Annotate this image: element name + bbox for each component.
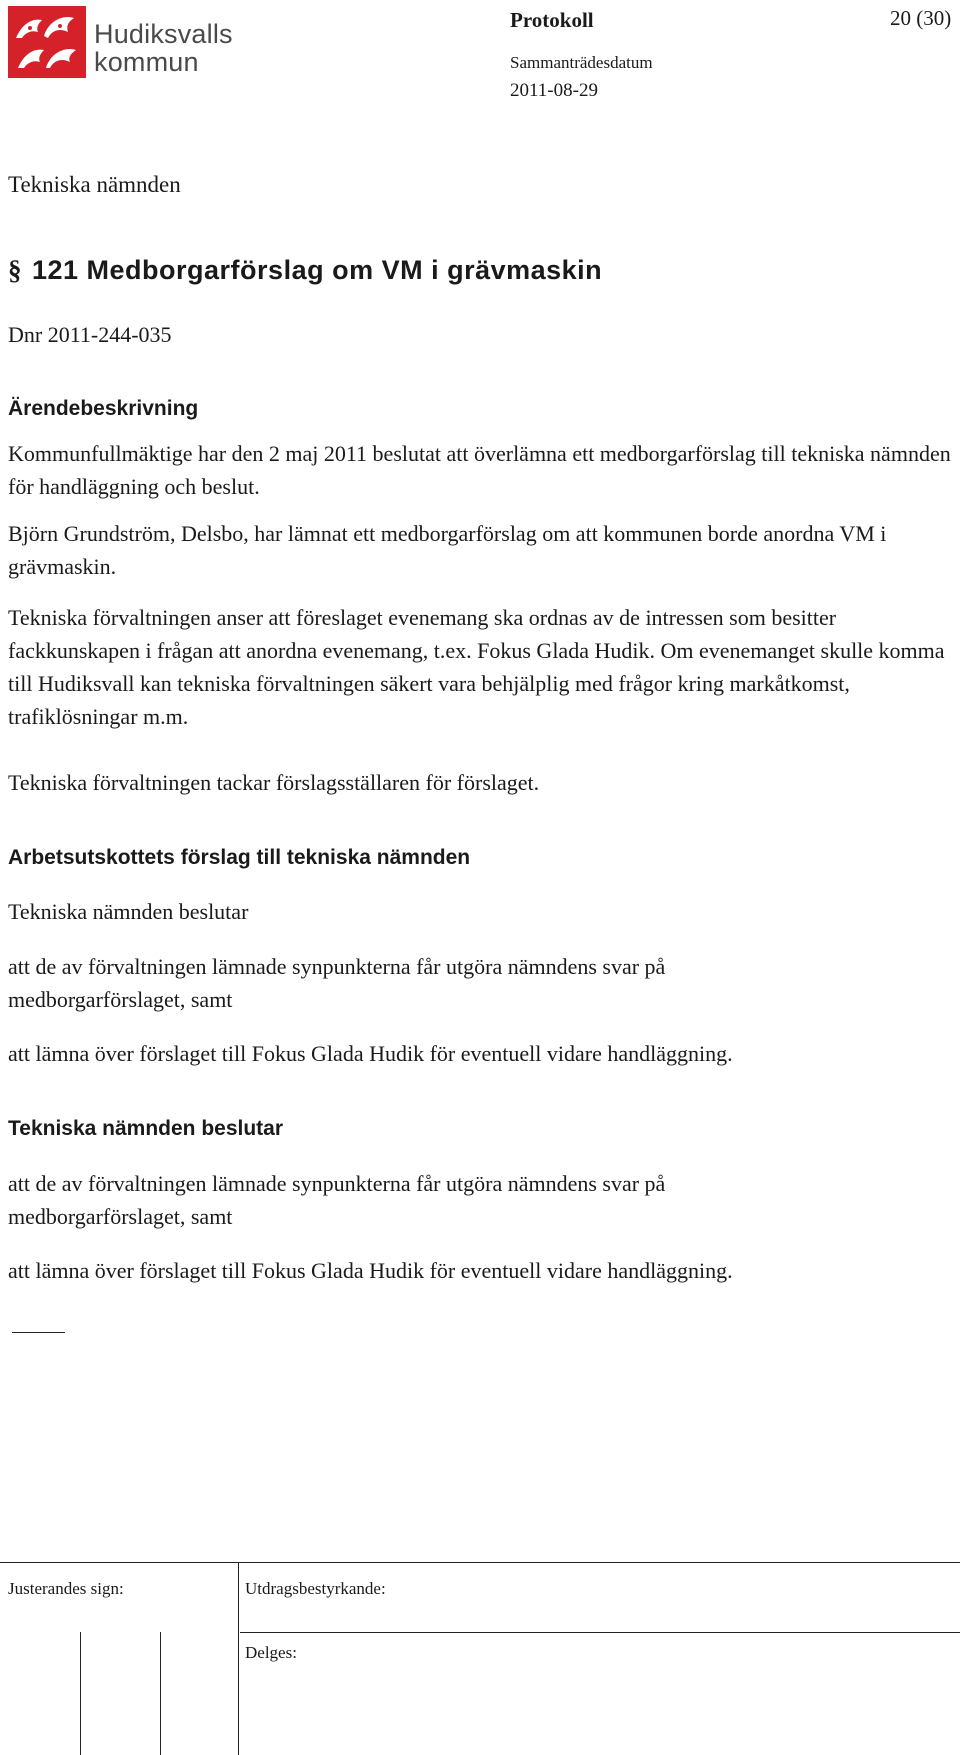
- case-paragraph-4: Tekniska förvaltningen tackar förslagsställaren för förslaget.: [8, 770, 540, 795]
- case-paragraph-1: Kommunfullmäktige har den 2 maj 2011 beslutat att överlämna ett medborgarförslag till tekniska nämnden för handläggning och beslut.: [8, 441, 951, 499]
- end-rule: [12, 1332, 65, 1333]
- case-paragraph-2: Björn Grundström, Delsbo, har lämnat ett medborgarförslag om att kommunen borde anordna VM i grävmaskin.: [8, 521, 887, 579]
- section-title: [8, 255, 602, 286]
- paragraph-sign: §: [8, 255, 22, 285]
- page-number: 20 (30): [890, 6, 952, 30]
- decision-item-1: att de av förvaltningen lämnade synpunkterna får utgöra nämndens svar på medborgarförslaget, samt: [8, 1171, 666, 1229]
- signature-box-divider-2: [160, 1632, 161, 1755]
- decision-item-2: att lämna över förslaget till Fokus Glada Hudik för eventuell vidare handläggning.: [8, 1258, 733, 1283]
- committee-proposal-intro: Tekniska nämnden beslutar: [8, 899, 249, 924]
- meeting-date-label: Sammanträdesdatum: [510, 53, 653, 72]
- committee-proposal-item-2: att lämna över förslaget till Fokus Glada Hudik för eventuell vidare handläggning.: [8, 1041, 733, 1066]
- footer-divider: [238, 1562, 239, 1755]
- decision-heading: Tekniska nämnden beslutar: [8, 1117, 284, 1140]
- document-type: Protokoll: [510, 8, 594, 32]
- committee-proposal-item-1: att de av förvaltningen lämnade synpunkterna får utgöra nämndens svar på medborgarförslaget, samt: [8, 954, 666, 1012]
- case-description-heading: Ärendebeskrivning: [8, 397, 199, 420]
- logo: [8, 6, 248, 78]
- signature-box-divider-1: [80, 1632, 81, 1755]
- department-name: Tekniska nämnden: [8, 172, 181, 197]
- logo-text: Hudiksvalls kommun: [94, 19, 233, 77]
- distribution-label: Delges:: [245, 1643, 297, 1662]
- case-paragraph-3: Tekniska förvaltningen anser att föreslaget evenemang ska ordnas av de intressen som besitter fackkunskapen i frågan att anordna evenemang, t.ex. Fokus Glada Hudik. Om evenemanget skulle komma till Hudiksvall kan tekniska förvaltningen säkert vara behjälplig med frågor kring markåtkomst, trafiklösningar m.m.: [8, 605, 945, 729]
- section-title-text: 121 Medborgarförslag om VM i grävmaskin: [32, 255, 603, 285]
- hudiksvall-logo-icon: [8, 6, 88, 78]
- footer-mid-rule: [240, 1632, 960, 1633]
- extract-certification-label: Utdragsbestyrkande:: [245, 1579, 386, 1598]
- footer-top-rule: [0, 1562, 960, 1563]
- case-number: Dnr 2011-244-035: [8, 322, 172, 347]
- meeting-date: 2011-08-29: [510, 80, 598, 101]
- committee-proposal-heading: Arbetsutskottets förslag till tekniska nämnden: [8, 846, 471, 869]
- signers-label: Justerandes sign:: [8, 1579, 124, 1598]
